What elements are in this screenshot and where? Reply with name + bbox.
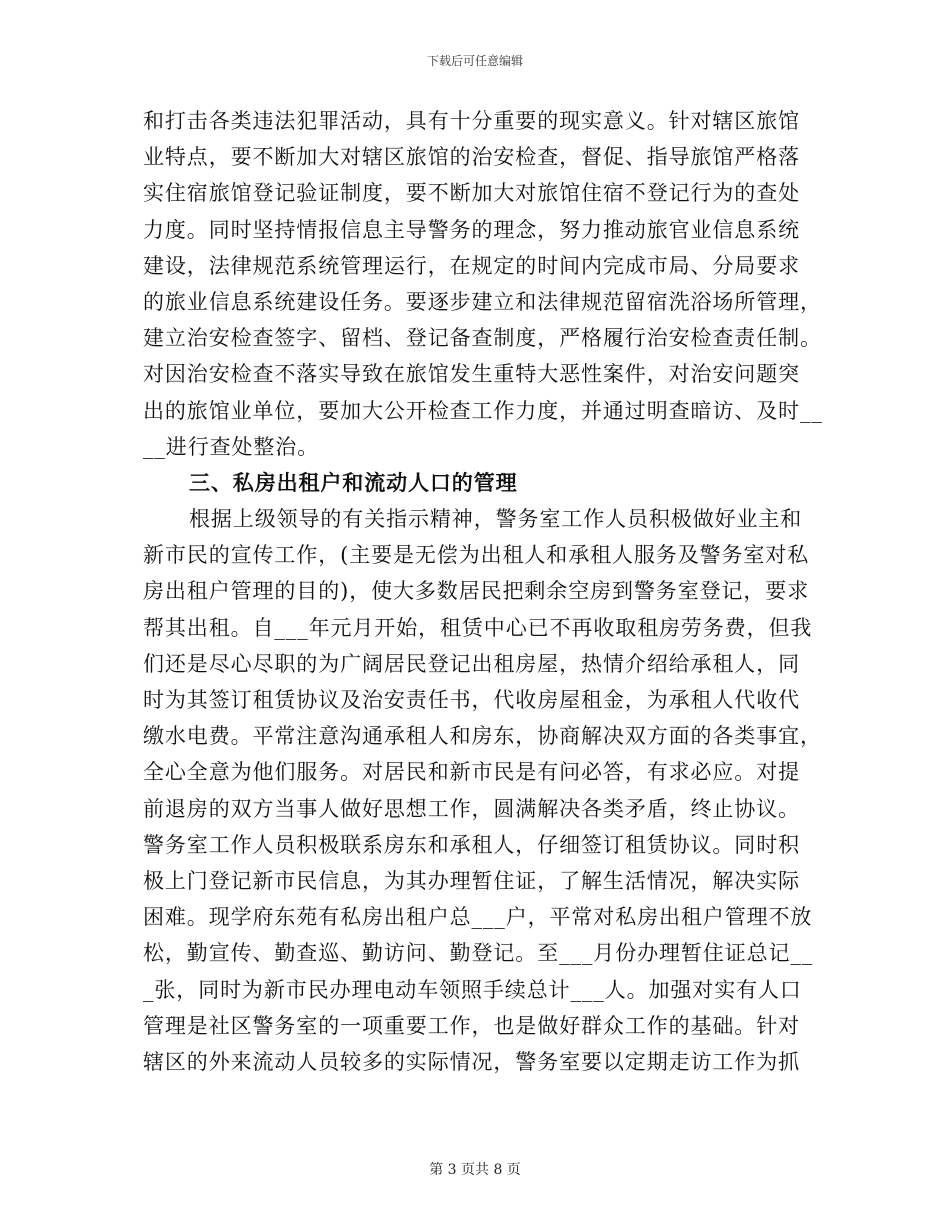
paragraph-line: 建立治安检查签字、留档、登记备查制度，严格履行治安检查责任制。: [143, 326, 822, 351]
paragraph-line: 对因治安检查不落实导致在旅馆发生重特大恶性案件，对治安问题突: [143, 362, 800, 387]
paragraph-line: 时为其签订租赁协议及治安责任书，代收房屋租金，为承租人代收代: [143, 688, 800, 712]
paragraph-line: 力度。同时坚持情报信息主导警务的理念，努力推动旅官业信息系统: [143, 217, 800, 242]
paragraph-line: 辖区的外来流动人员较多的实际情况，警务室要以定期走访工作为抓: [143, 1049, 800, 1074]
paragraph-line: 缴水电费。平常注意沟通承租人和房东，协商解决双方面的各类事宜，: [143, 724, 822, 749]
paragraph-line: 出的旅馆业单位，要加大公开检查工作力度，并通过明查暗访、及时__: [143, 398, 823, 423]
paragraph-line: _张，同时为新市民办理电动车领照手续总计___人。加强对实有人口: [143, 977, 802, 1002]
paragraph-line: 们还是尽心尽职的为广阔居民登记出租房屋，热情介绍给承租人，同: [143, 651, 800, 676]
paragraph-line: 松，勤宣传、勤查巡、勤访问、勤登记。至___月份办理暂住证总记__: [143, 941, 814, 966]
paragraph-line: 全心全意为他们服务。对居民和新市民是有问必答，有求必应。对提: [143, 760, 800, 785]
paragraph-line: 警务室工作人员积极联系房东和承租人，仔细签订租赁协议。同时积: [143, 832, 800, 857]
paragraph-line: 帮其出租。自___年元月开始，租赁中心已不再收取租房劳务费，但我: [143, 615, 813, 640]
paragraph-line: 前退房的双方当事人做好思想工作，圆满解决各类矛盾，终止协议。: [143, 796, 800, 821]
paragraph-line: 和打击各类违法犯罪活动，具有十分重要的现实意义。针对辖区旅馆: [143, 109, 800, 133]
paragraph-line: 管理是社区警务室的一项重要工作，也是做好群众工作的基础。针对: [143, 1013, 800, 1038]
paragraph-line: 极上门登记新市民信息，为其办理暂住证，了解生活情况，解决实际: [143, 868, 800, 893]
paragraph-line: 建设，法律规范系统管理运行，在规定的时间内完成市局、分局要求: [143, 253, 800, 278]
paragraph-line: 根据上级领导的有关指示精神，警务室工作人员积极做好业主和: [189, 507, 803, 532]
paragraph-line: 业特点，要不断加大对辖区旅馆的治安检查，督促、指导旅馆严格落: [143, 145, 800, 170]
paragraph-line: 房出租户管理的目的)，使大多数居民把剩余空房到警务室登记，要求: [143, 579, 810, 604]
paragraph-line: 新市民的宣传工作，(主要是无偿为出租人和承租人服务及警务室对私: [143, 543, 810, 568]
paragraph-line: 的旅业信息系统建设任务。要逐步建立和法律规范留宿洗浴场所管理，: [143, 289, 822, 314]
paragraph-line: __进行查处整治。: [143, 434, 320, 459]
document-body: [143, 103, 823, 1080]
page-header: 下载后可任意编辑: [426, 54, 523, 68]
paragraph-line: 实住宿旅馆登记验证制度，要不断加大对旅馆住宿不登记行为的查处: [143, 181, 800, 206]
page-footer: 第 3 页共 8 页: [429, 1162, 521, 1178]
paragraph-line: 困难。现学府东苑有私房出租户总___户，平常对私房出租户管理不放: [143, 905, 813, 930]
section-heading: 三、私房出租户和流动人口的管理: [189, 469, 518, 495]
